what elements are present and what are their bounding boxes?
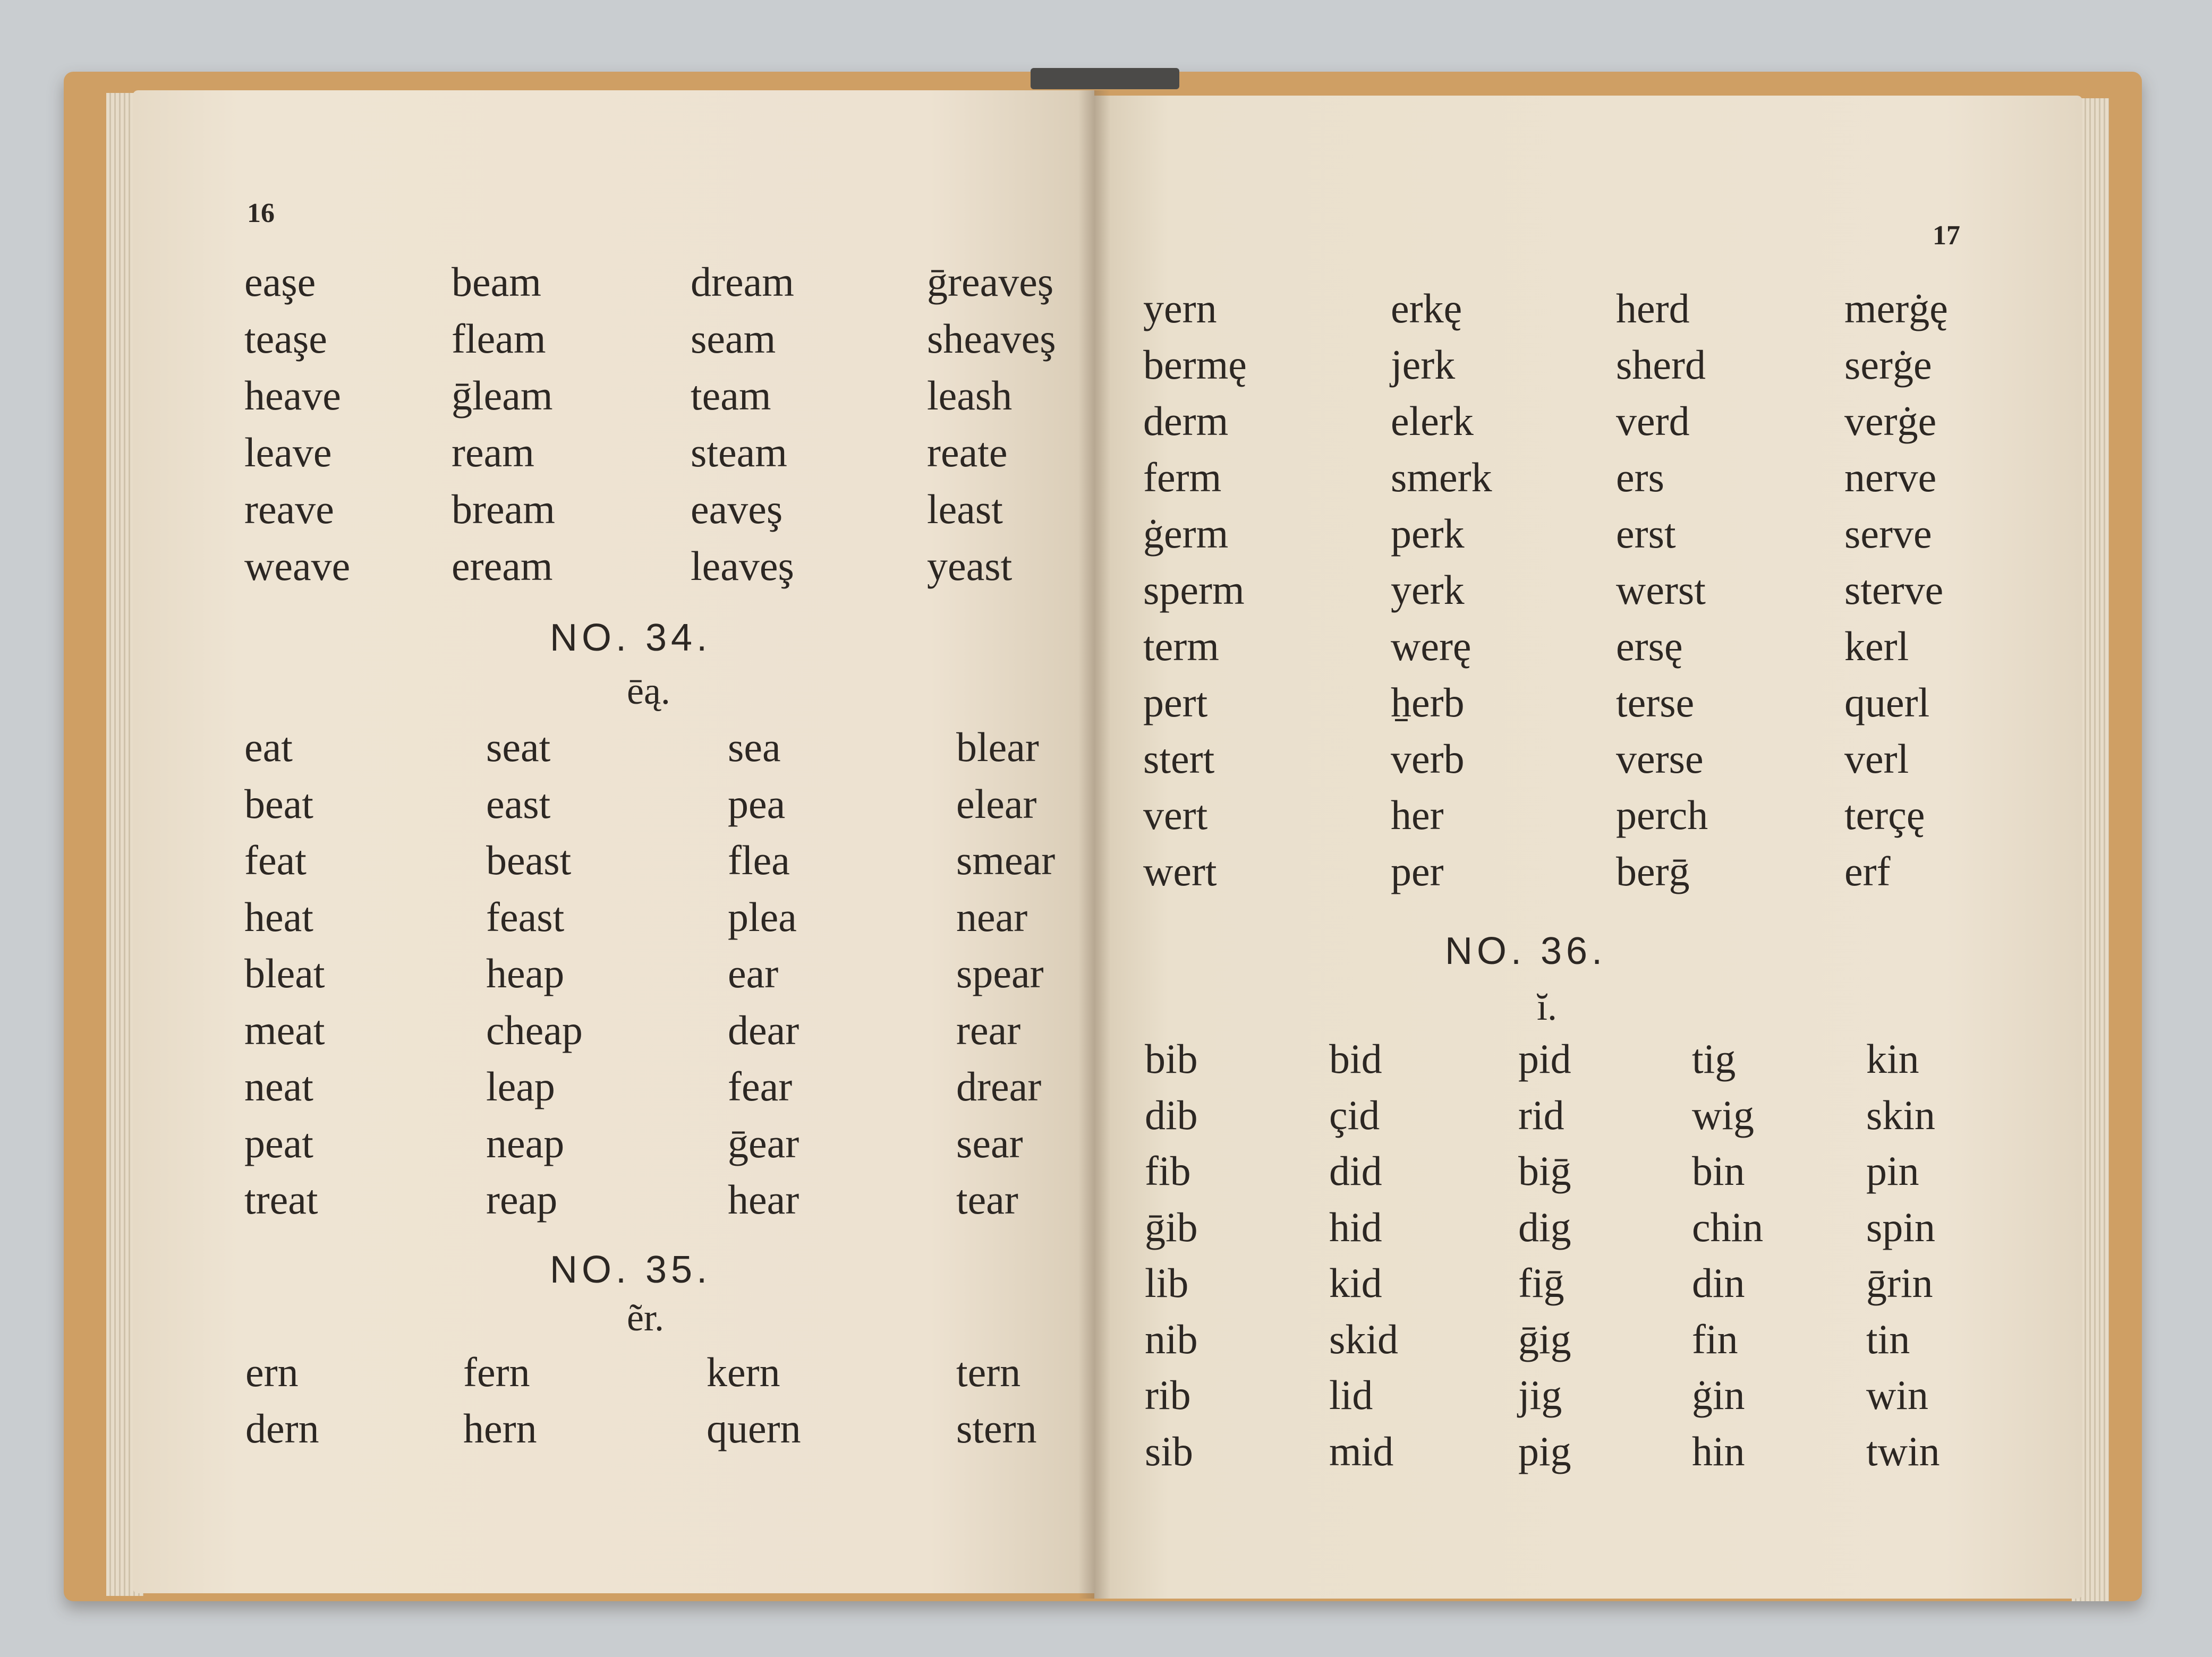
word-left-top-c2-r5: leaveş: [691, 543, 794, 589]
word-left-top-c0-r0: eaşe: [244, 259, 316, 305]
section-sound-no-36: ĭ.: [1537, 986, 1558, 1028]
word-no-36-c3-r1: wig: [1692, 1092, 1754, 1138]
word-no-34-c1-r4: heap: [486, 950, 565, 996]
word-right-top-c2-r8: verse: [1616, 736, 1704, 782]
word-no-34-c1-r3: feast: [486, 894, 565, 940]
word-no-34-c3-r2: smear: [956, 837, 1056, 883]
word-left-top-c3-r5: yeast: [927, 543, 1013, 589]
word-no-34-c3-r0: blear: [956, 724, 1039, 770]
section-heading-no-34: NO. 34.: [550, 617, 712, 659]
word-right-top-c2-r0: herd: [1616, 285, 1690, 331]
word-no-34-c0-r2: feat: [244, 837, 307, 883]
word-no-34-c3-r7: sear: [956, 1120, 1023, 1166]
word-no-36-c4-r5: tin: [1866, 1316, 1910, 1362]
word-no-34-c2-r3: plea: [728, 894, 797, 940]
word-left-top-c2-r3: steam: [691, 429, 787, 475]
word-no-36-c0-r5: nib: [1145, 1316, 1198, 1362]
page-number-right: 17: [1933, 220, 1960, 251]
book-gutter: [1078, 90, 1110, 1599]
word-no-36-c0-r6: rib: [1145, 1372, 1191, 1418]
word-right-top-c0-r8: stert: [1143, 736, 1215, 782]
word-left-top-c1-r2: ḡleam: [452, 372, 553, 418]
word-right-top-c1-r1: jerk: [1391, 341, 1456, 388]
word-left-top-c1-r4: bream: [452, 486, 555, 532]
word-no-35-c2-r1: quern: [707, 1405, 801, 1451]
word-right-top-c0-r3: ferm: [1143, 454, 1222, 500]
word-no-35-c0-r0: ern: [245, 1349, 299, 1395]
word-no-34-c0-r7: peat: [244, 1120, 313, 1166]
word-no-35-c1-r0: fern: [463, 1349, 530, 1395]
word-right-top-c3-r10: erf: [1844, 848, 1891, 894]
word-right-top-c0-r1: bermę: [1143, 341, 1247, 388]
word-right-top-c2-r2: verd: [1616, 398, 1690, 444]
word-right-top-c3-r1: serġe: [1844, 341, 1932, 388]
word-right-top-c0-r2: derm: [1143, 398, 1229, 444]
word-no-36-c4-r3: spin: [1866, 1204, 1936, 1250]
word-right-top-c3-r9: terçę: [1844, 792, 1925, 838]
page-number-left: 16: [247, 198, 275, 228]
word-no-36-c2-r7: pig: [1518, 1428, 1571, 1474]
word-left-top-c1-r3: ream: [452, 429, 534, 475]
word-no-36-c4-r4: ḡrin: [1866, 1260, 1933, 1306]
word-right-top-c0-r5: sperm: [1143, 567, 1245, 613]
word-left-top-c0-r5: weave: [244, 543, 351, 589]
word-right-top-c1-r8: verb: [1391, 736, 1465, 782]
word-left-top-c3-r1: sheaveş: [927, 315, 1056, 362]
word-no-34-c3-r6: drear: [956, 1063, 1042, 1109]
word-no-36-c4-r2: pin: [1866, 1148, 1919, 1194]
word-no-36-c4-r1: skin: [1866, 1092, 1936, 1138]
word-no-34-c2-r8: hear: [728, 1176, 799, 1223]
word-right-top-c3-r7: querl: [1844, 679, 1930, 725]
word-no-36-c1-r1: çid: [1329, 1092, 1380, 1138]
word-no-36-c4-r6: win: [1866, 1372, 1928, 1418]
word-no-36-c2-r3: dig: [1518, 1204, 1571, 1250]
word-right-top-c3-r3: nerve: [1844, 454, 1937, 500]
word-no-34-c2-r6: fear: [728, 1063, 793, 1109]
word-no-34-c0-r0: eat: [244, 724, 293, 770]
word-right-top-c0-r0: yern: [1143, 285, 1217, 331]
section-heading-no-36: NO. 36.: [1445, 930, 1607, 972]
word-no-36-c2-r5: ḡig: [1518, 1316, 1571, 1362]
word-no-36-c0-r3: ḡib: [1145, 1204, 1198, 1250]
word-left-top-c3-r2: leash: [927, 372, 1013, 418]
word-right-top-c0-r9: vert: [1143, 792, 1208, 838]
word-no-36-c0-r0: bib: [1145, 1036, 1198, 1082]
word-no-34-c2-r4: ear: [728, 950, 779, 996]
word-right-top-c0-r10: wert: [1143, 848, 1217, 894]
word-no-36-c1-r0: bid: [1329, 1036, 1382, 1082]
word-right-top-c1-r2: elerk: [1391, 398, 1474, 444]
word-no-36-c1-r2: did: [1329, 1148, 1382, 1194]
word-no-36-c2-r1: rid: [1518, 1092, 1564, 1138]
word-right-top-c2-r4: erst: [1616, 510, 1676, 557]
word-no-34-c0-r1: beat: [244, 781, 313, 827]
word-left-top-c2-r2: team: [691, 372, 771, 418]
word-no-34-c0-r6: neat: [244, 1063, 313, 1109]
word-right-top-c0-r6: term: [1143, 623, 1219, 669]
word-no-36-c2-r4: fiḡ: [1518, 1260, 1564, 1306]
word-no-36-c1-r5: skid: [1329, 1316, 1399, 1362]
word-no-34-c2-r7: ḡear: [728, 1120, 799, 1166]
word-no-34-c0-r8: treat: [244, 1176, 318, 1223]
word-right-top-c3-r0: merġę: [1844, 285, 1948, 331]
word-right-top-c3-r6: kerl: [1844, 623, 1909, 669]
word-right-top-c2-r1: sherd: [1616, 341, 1706, 388]
word-right-top-c0-r4: ġerm: [1143, 510, 1229, 557]
word-no-36-c2-r2: biḡ: [1518, 1148, 1571, 1194]
word-right-top-c1-r4: perk: [1391, 510, 1465, 557]
word-no-34-c1-r5: cheap: [486, 1007, 583, 1053]
word-no-34-c1-r1: east: [486, 781, 551, 827]
word-no-35-c2-r0: kern: [707, 1349, 780, 1395]
word-no-36-c0-r2: fib: [1145, 1148, 1191, 1194]
word-no-36-c3-r4: din: [1692, 1260, 1745, 1306]
word-right-top-c2-r10: berḡ: [1616, 848, 1690, 894]
word-no-35-c0-r1: dern: [245, 1405, 319, 1451]
word-right-top-c3-r5: sterve: [1844, 567, 1944, 613]
word-left-top-c0-r2: heave: [244, 372, 341, 418]
word-no-34-c3-r4: spear: [956, 950, 1044, 996]
word-no-34-c2-r5: dear: [728, 1007, 799, 1053]
word-right-top-c1-r9: her: [1391, 792, 1444, 838]
section-sound-no-35: ẽr.: [627, 1296, 664, 1339]
word-no-34-c0-r5: meat: [244, 1007, 325, 1053]
word-no-34-c3-r1: elear: [956, 781, 1037, 827]
word-no-35-c3-r0: tern: [956, 1349, 1021, 1395]
word-right-top-c2-r6: ersę: [1616, 623, 1683, 669]
word-no-34-c2-r2: flea: [728, 837, 790, 883]
word-no-36-c2-r6: jig: [1518, 1372, 1562, 1418]
word-no-36-c3-r2: bin: [1692, 1148, 1745, 1194]
word-no-34-c1-r2: beast: [486, 837, 572, 883]
word-no-36-c3-r0: tig: [1692, 1036, 1736, 1082]
word-right-top-c1-r7: ẖerb: [1391, 679, 1465, 725]
word-left-top-c3-r3: reate: [927, 429, 1008, 475]
word-no-36-c0-r1: dib: [1145, 1092, 1198, 1138]
word-right-top-c1-r0: erkę: [1391, 285, 1462, 331]
word-no-36-c3-r5: fin: [1692, 1316, 1738, 1362]
word-right-top-c3-r8: verl: [1844, 736, 1909, 782]
word-left-top-c2-r1: seam: [691, 315, 776, 362]
word-no-36-c1-r7: mid: [1329, 1428, 1394, 1474]
word-left-top-c0-r3: leave: [244, 429, 332, 475]
section-heading-no-35: NO. 35.: [550, 1249, 712, 1291]
word-no-36-c3-r7: hin: [1692, 1428, 1745, 1474]
word-right-top-c1-r3: smerk: [1391, 454, 1492, 500]
word-no-34-c1-r7: neap: [486, 1120, 565, 1166]
word-no-34-c3-r8: tear: [956, 1176, 1018, 1223]
word-left-top-c2-r0: dream: [691, 259, 794, 305]
word-right-top-c1-r10: per: [1391, 848, 1444, 894]
word-right-top-c1-r6: werę: [1391, 623, 1471, 669]
word-left-top-c0-r1: teaşe: [244, 315, 327, 362]
word-no-35-c3-r1: stern: [956, 1405, 1037, 1451]
word-right-top-c3-r2: verġe: [1844, 398, 1937, 444]
word-left-top-c0-r4: reave: [244, 486, 334, 532]
word-right-top-c2-r7: terse: [1616, 679, 1695, 725]
word-no-36-c4-r7: twin: [1866, 1428, 1940, 1474]
word-left-top-c1-r1: fleam: [452, 315, 546, 362]
word-no-36-c0-r4: lib: [1145, 1260, 1189, 1306]
word-no-36-c4-r0: kin: [1866, 1036, 1919, 1082]
word-right-top-c2-r3: ers: [1616, 454, 1664, 500]
word-right-top-c2-r5: werst: [1616, 567, 1706, 613]
word-right-top-c0-r7: pert: [1143, 679, 1208, 725]
word-left-top-c1-r0: beam: [452, 259, 541, 305]
word-no-36-c1-r4: kid: [1329, 1260, 1382, 1306]
word-no-34-c2-r0: sea: [728, 724, 781, 770]
word-no-34-c1-r0: seat: [486, 724, 551, 770]
word-right-top-c3-r4: serve: [1844, 510, 1932, 557]
word-left-top-c3-r0: ḡreaveş: [927, 259, 1054, 305]
word-left-top-c3-r4: least: [927, 486, 1003, 532]
word-no-36-c0-r7: sib: [1145, 1428, 1194, 1474]
word-no-36-c3-r6: ġin: [1692, 1372, 1745, 1418]
word-left-top-c2-r4: eaveş: [691, 486, 783, 532]
section-sound-no-34: ēą.: [627, 670, 670, 712]
word-right-top-c1-r5: yerk: [1391, 567, 1465, 613]
word-no-36-c1-r3: hid: [1329, 1204, 1382, 1250]
word-left-top-c1-r5: eream: [452, 543, 553, 589]
word-no-34-c3-r5: rear: [956, 1007, 1021, 1053]
word-no-34-c3-r3: near: [956, 894, 1028, 940]
word-no-36-c1-r6: lid: [1329, 1372, 1373, 1418]
word-no-36-c2-r0: pid: [1518, 1036, 1571, 1082]
book-spine-tab: [1031, 68, 1179, 89]
word-no-34-c1-r6: leap: [486, 1063, 555, 1109]
word-no-34-c0-r3: heat: [244, 894, 313, 940]
word-no-34-c1-r8: reap: [486, 1176, 558, 1223]
word-no-35-c1-r1: hern: [463, 1405, 537, 1451]
word-no-34-c0-r4: bleat: [244, 950, 325, 996]
word-no-34-c2-r1: pea: [728, 781, 786, 827]
word-no-36-c3-r3: chin: [1692, 1204, 1764, 1250]
word-right-top-c2-r9: perch: [1616, 792, 1708, 838]
